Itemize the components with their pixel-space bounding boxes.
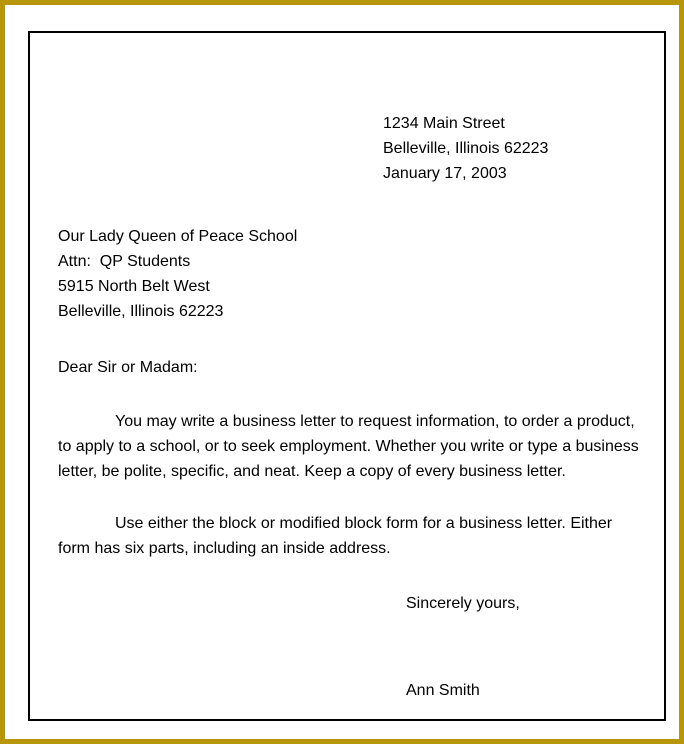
return-address-block (383, 111, 640, 186)
inside-address-line-4: Belleville, Illinois 62223 (58, 303, 224, 320)
salutation: Dear Sir or Madam: (58, 359, 198, 376)
letter-content (58, 51, 640, 709)
inside-address-line-3: 5915 North Belt West (58, 278, 210, 295)
signature-name: Ann Smith (406, 682, 480, 699)
body-paragraph-2: Use either the block or modified block form for a business letter. Either form has six parts, including an inside address. (58, 515, 613, 557)
letter-date: January 17, 2003 (383, 165, 507, 182)
inside-address-line-1: Our Lady Queen of Peace School (58, 228, 298, 245)
return-address-line-1: 1234 Main Street (383, 115, 505, 132)
letter-page (28, 31, 666, 721)
closing: Sincerely yours, (406, 595, 520, 612)
return-address-line-2: Belleville, Illinois 62223 (383, 140, 549, 157)
body-paragraph-1: You may write a business letter to request information, to order a product, to apply to a school, or to seek employment. Whether you write or type a business letter, be polite, specific, and neat. Keep a copy of every business letter. (58, 413, 639, 480)
inside-address-block (58, 224, 640, 324)
inside-address-line-2: Attn: QP Students (58, 253, 191, 270)
